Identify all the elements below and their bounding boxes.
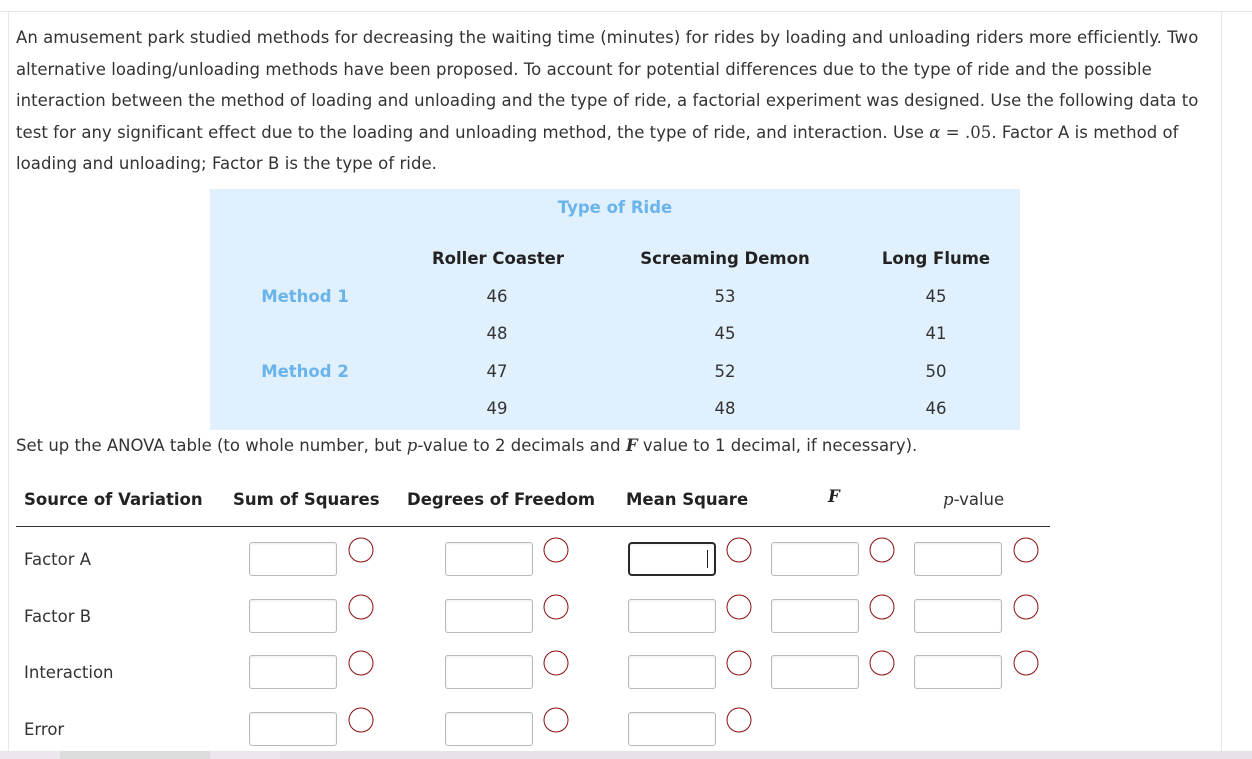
data-cell: 45 bbox=[925, 287, 947, 306]
x-circle-icon bbox=[543, 650, 569, 676]
x-circle-icon bbox=[1013, 594, 1039, 620]
row-label-factor-a: Factor A bbox=[24, 550, 92, 569]
x-circle-icon bbox=[543, 594, 569, 620]
scroll-segment bbox=[280, 751, 1252, 759]
x-circle-icon bbox=[1013, 537, 1039, 563]
problem-text-1: An amusement park studied methods for decreasing the waiting time (minutes) for rides by loading and unloading riders more efficiently. Two alternative loading/unloading methods have been proposed. To account for potential differences due to the type of ride and the possible interaction between the method of loading and unloading and the type of ride, a factorial experiment was designed. Use the following data to test for any significant effect due to the loading and unloading method, the type of ride, and interaction. Use bbox=[16, 28, 1199, 142]
instruction-part-2: -value to 2 decimals and bbox=[417, 436, 626, 455]
instruction-part-1: Set up the ANOVA table (to whole number, but bbox=[16, 436, 407, 455]
factor-b-df-input[interactable] bbox=[445, 599, 533, 633]
factor-a-ms-input[interactable] bbox=[628, 542, 716, 576]
header-degrees-of-freedom: Degrees of Freedom bbox=[407, 490, 596, 509]
x-circle-icon bbox=[348, 650, 374, 676]
scroll-segment bbox=[60, 751, 210, 759]
header-p-rest: -value bbox=[953, 490, 1005, 509]
problem-statement bbox=[16, 22, 1206, 180]
header-f: F bbox=[828, 487, 840, 506]
problem-text-2: . Factor A is method of loading and unloading; Factor B is the type of ride. bbox=[16, 122, 1179, 173]
factor-b-ss-input[interactable] bbox=[249, 599, 337, 633]
x-circle-icon bbox=[1013, 650, 1039, 676]
row-label-factor-b: Factor B bbox=[24, 607, 92, 626]
factor-b-ms-input[interactable] bbox=[628, 599, 716, 633]
data-cell: 52 bbox=[714, 362, 736, 381]
error-df-input[interactable] bbox=[445, 712, 533, 746]
x-circle-icon bbox=[726, 594, 752, 620]
p-symbol: p bbox=[406, 436, 418, 455]
error-ss-input[interactable] bbox=[249, 712, 337, 746]
data-cell: 50 bbox=[925, 362, 947, 381]
equals-sign: = bbox=[940, 122, 965, 142]
factor-b-f-input[interactable] bbox=[771, 599, 859, 633]
data-cell: 48 bbox=[486, 324, 508, 343]
factor-b-p-input[interactable] bbox=[914, 599, 1002, 633]
factor-a-df-input[interactable] bbox=[445, 542, 533, 576]
interaction-f-input[interactable] bbox=[771, 655, 859, 689]
header-p-value bbox=[943, 490, 1004, 509]
data-cell: 46 bbox=[486, 287, 508, 306]
data-cell: 46 bbox=[925, 399, 947, 418]
x-circle-icon bbox=[869, 537, 895, 563]
factor-a-ss-input[interactable] bbox=[249, 542, 337, 576]
data-table-title: Type of Ride bbox=[557, 198, 673, 217]
error-ms-input[interactable] bbox=[628, 712, 716, 746]
x-circle-icon bbox=[869, 650, 895, 676]
instruction-part-3: value to 1 decimal, if necessary). bbox=[637, 436, 918, 455]
interaction-ss-input[interactable] bbox=[249, 655, 337, 689]
col-header-screaming-demon: Screaming Demon bbox=[640, 249, 810, 268]
interaction-df-input[interactable] bbox=[445, 655, 533, 689]
x-circle-icon bbox=[348, 537, 374, 563]
x-circle-icon bbox=[348, 594, 374, 620]
data-cell: 47 bbox=[486, 362, 508, 381]
header-sum-of-squares: Sum of Squares bbox=[233, 490, 380, 509]
data-table bbox=[210, 189, 1020, 430]
alpha-symbol: α bbox=[929, 122, 941, 142]
data-cell: 49 bbox=[486, 399, 508, 418]
x-circle-icon bbox=[543, 537, 569, 563]
row-label-method-2: Method 2 bbox=[261, 362, 349, 381]
col-header-roller-coaster: Roller Coaster bbox=[431, 249, 565, 268]
data-cell: 41 bbox=[925, 324, 947, 343]
data-cell: 53 bbox=[714, 287, 736, 306]
interaction-p-input[interactable] bbox=[914, 655, 1002, 689]
x-circle-icon bbox=[726, 650, 752, 676]
x-circle-icon bbox=[348, 707, 374, 733]
instruction-text bbox=[16, 430, 917, 461]
header-source: Source of Variation bbox=[24, 490, 203, 509]
f-symbol: F bbox=[625, 436, 638, 455]
x-circle-icon bbox=[726, 707, 752, 733]
row-label-error: Error bbox=[24, 720, 65, 739]
right-border bbox=[1221, 12, 1222, 759]
top-border bbox=[0, 11, 1252, 12]
data-cell: 48 bbox=[714, 399, 736, 418]
row-label-interaction: Interaction bbox=[24, 663, 114, 682]
bottom-scrollbar bbox=[0, 751, 1252, 759]
data-cell: 45 bbox=[714, 324, 736, 343]
col-header-long-flume: Long Flume bbox=[881, 249, 991, 268]
x-circle-icon bbox=[543, 707, 569, 733]
header-p-italic: p bbox=[943, 490, 954, 509]
factor-a-f-input[interactable] bbox=[771, 542, 859, 576]
left-border bbox=[8, 12, 9, 759]
x-circle-icon bbox=[726, 537, 752, 563]
row-label-method-1: Method 1 bbox=[261, 287, 349, 306]
interaction-ms-input[interactable] bbox=[628, 655, 716, 689]
x-circle-icon bbox=[869, 594, 895, 620]
header-rule bbox=[16, 526, 1050, 527]
header-mean-square: Mean Square bbox=[626, 490, 749, 509]
factor-a-p-input[interactable] bbox=[914, 542, 1002, 576]
alpha-value: .05 bbox=[964, 122, 992, 142]
